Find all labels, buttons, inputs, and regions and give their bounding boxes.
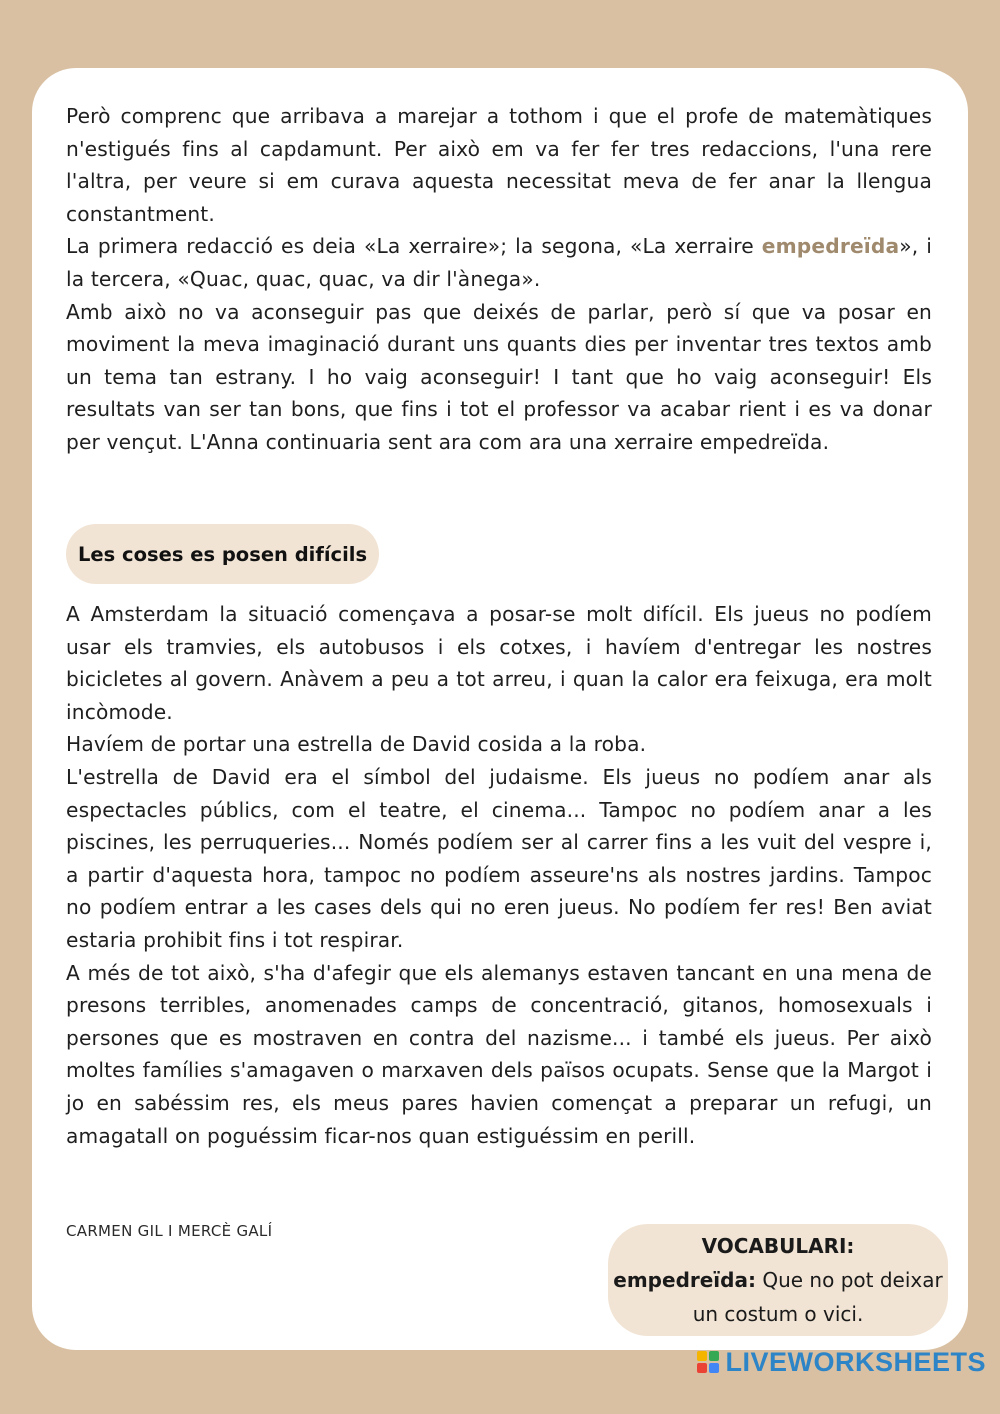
paragraph: Havíem de portar una estrella de David cosida a la roba. <box>66 732 647 757</box>
paragraph: L'estrella de David era el símbol del judaisme. Els jueus no podíem anar als espectacles públics, com el teatre, el cinema... Tampoc no podíem anar a les piscines, les perruqueries... Només podíem ser al carrer fins a les vuit del vespre i, a partir d'aquesta hora, tampoc no podíem asseure'ns als nostres jardins. Tampoc no podíem entrar a les cases dels qui no eren jueus. No podíem fer res! Ben aviat estaria prohibit fins i tot respirar. <box>66 764 932 952</box>
text-section-2 <box>66 598 932 1152</box>
paragraph: Però comprenc que arribava a marejar a tothom i que el profe de matemàtiques n'estigués fins al capdamunt. Per això em va fer fer tres redaccions, l'una rere l'altra, per veure si em curava aquesta necessitat meva de fer anar la llengua constantment. <box>66 104 932 226</box>
vocab-definition: Que no pot deixar un costum o vici. <box>692 1268 943 1326</box>
vocab-highlight: empedreïda <box>761 234 900 259</box>
logo-square <box>697 1351 707 1361</box>
logo-square <box>709 1351 719 1361</box>
vocabulary-box <box>608 1224 948 1336</box>
vocab-term: empedreïda: <box>613 1268 756 1292</box>
logo-square <box>709 1363 719 1373</box>
liveworksheets-logo-icon <box>697 1351 719 1373</box>
paragraph <box>66 230 932 295</box>
text-section-1 <box>66 100 932 459</box>
brand-name: LIVEWORKSHEETS <box>725 1346 986 1377</box>
content-card <box>32 68 968 1350</box>
paragraph: A Amsterdam la situació començava a posar-se molt difícil. Els jueus no podíem usar els tramvies, els autobusos i els cotxes, i havíem d'entregar les nostres bicicletes al govern. Anàvem a peu a tot arreu, i quan la calor era feixuga, era molt incòmode. <box>66 602 932 724</box>
vocab-title: VOCABULARI: <box>701 1234 855 1258</box>
brand-logo[interactable] <box>697 1344 986 1380</box>
section-heading: Les coses es posen difícils <box>66 524 379 584</box>
paragraph-text: », i la tercera, «Quac, quac, quac, va dir l'ànega». <box>66 234 932 291</box>
author-credit: CARMEN GIL I MERCÈ GALÍ <box>66 1222 273 1240</box>
paragraph: Amb això no va aconseguir pas que deixés de parlar, però sí que va posar en moviment la meva imaginació durant uns quants dies per inventar tres textos amb un tema tan estrany. I ho vaig aconseguir! I tant que ho vaig aconseguir! Els resultats van ser tan bons, que fins i tot el professor va acabar rient i es va donar per vençut. L'Anna continuaria sent ara com ara una xerraire empedreïda. <box>66 299 932 454</box>
logo-square <box>697 1363 707 1373</box>
paragraph-text: La primera redacció es deia «La xerraire»; la segona, «La xerraire <box>66 234 762 259</box>
paragraph: A més de tot això, s'ha d'afegir que els alemanys estaven tancant en una mena de presons terribles, anomenades camps de concentració, gitanos, homosexuals i persones que es mostraven en contra del nazisme... i també els jueus. Per això moltes famílies s'amagaven o marxaven dels països ocupats. Sense que la Margot i jo en sabéssim res, els meus pares havien començat a preparar un refugi, un amagatall on poguéssim ficar-nos quan estiguéssim en perill. <box>66 960 932 1148</box>
